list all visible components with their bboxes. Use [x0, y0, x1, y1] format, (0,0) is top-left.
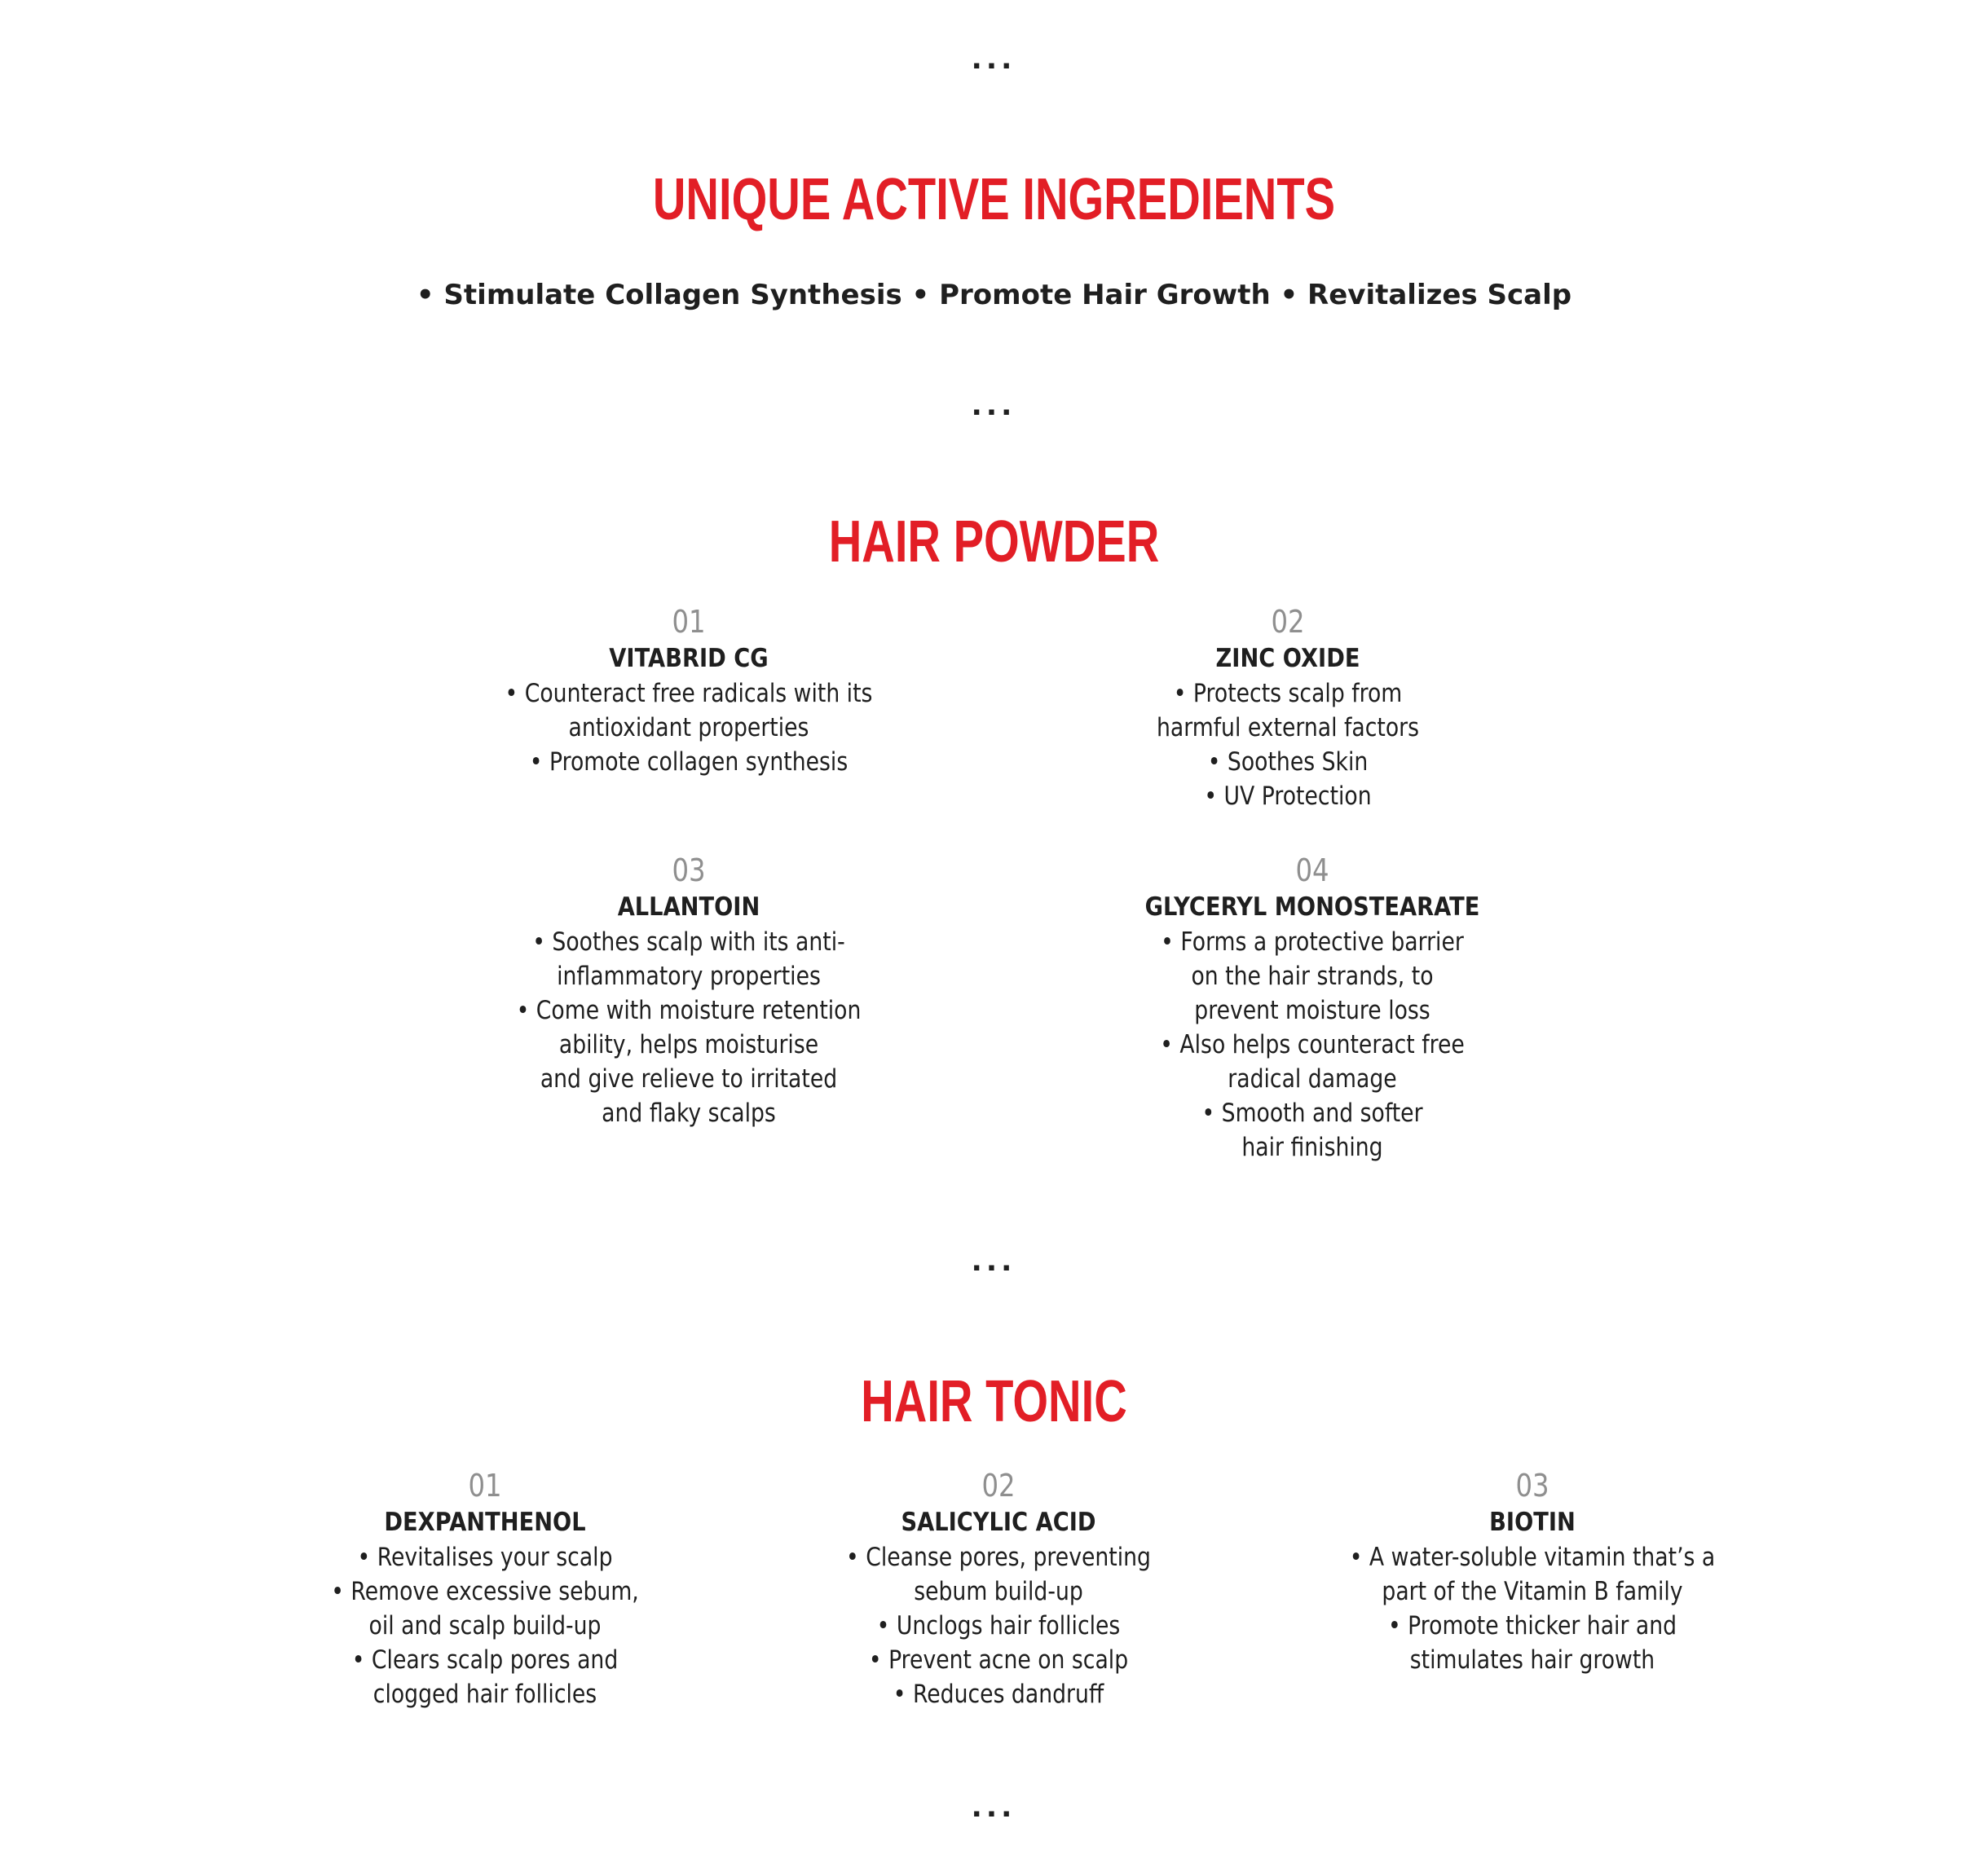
benefit-line: • Cleanse pores, preventing [846, 1543, 1151, 1572]
ingredient-name: ALLANTOIN [617, 892, 760, 922]
benefit-line: part of the Vitamin B family [1382, 1577, 1683, 1606]
benefit-line: oil and scalp build-up [368, 1611, 602, 1640]
ingredients-title: UNIQUE ACTIVE INGREDIENTS [652, 167, 1336, 232]
ingredient-name: GLYCERYL MONOSTEARATE [1144, 892, 1480, 922]
ingredient-name: BIOTIN [1489, 1508, 1576, 1537]
benefit-line: clogged hair follicles [372, 1680, 597, 1709]
benefit-line: sebum build-up [914, 1577, 1083, 1606]
tonic-item-2 [754, 1467, 1243, 1711]
item-number: 03 [672, 852, 706, 888]
benefit-line: • Protects scalp from [1173, 679, 1403, 708]
benefit-line: • Revitalises your scalp [357, 1543, 613, 1572]
divider-dots-bottom: ... [972, 1785, 1016, 1825]
benefit-line: and flaky scalps [602, 1099, 776, 1128]
benefit-line: • Soothes Skin [1207, 747, 1369, 777]
item-number: 02 [1271, 604, 1305, 640]
benefit-line: • Unclogs hair follicles [876, 1611, 1121, 1640]
benefit-line: • Remove excessive sebum, [331, 1577, 639, 1606]
benefit-line: and give relieve to irritated [540, 1064, 838, 1094]
item-number: 03 [1515, 1468, 1549, 1504]
benefit-line: • Promote collagen synthesis [529, 747, 849, 777]
benefit-line: inflammatory properties [557, 962, 821, 991]
benefit-line: • Soothes scalp with its anti- [532, 927, 845, 957]
powder-item-4 [1068, 852, 1557, 1165]
ingredient-benefits [1078, 676, 1498, 813]
benefit-line: stimulates hair growth [1409, 1645, 1655, 1675]
benefit-line: • Prevent acne on scalp [868, 1645, 1129, 1675]
benefit-line: • Forms a protective barrier [1161, 927, 1464, 957]
hair-powder-title: HAIR POWDER [828, 509, 1160, 575]
ingredients-tagline: • Stimulate Collagen Synthesis • Promote Hair Growth • Revitalizes Scalp [416, 279, 1572, 311]
benefit-line: • A water-soluble vitamin that’s a [1349, 1543, 1716, 1572]
ingredient-benefits [478, 925, 899, 1130]
powder-item-1 [444, 603, 933, 779]
benefit-line: • Come with moisture retention [516, 996, 862, 1025]
ingredient-benefits [275, 1540, 695, 1711]
ingredient-benefits [478, 676, 899, 779]
item-number: 01 [468, 1468, 502, 1504]
benefit-line: • Smooth and softer [1201, 1099, 1423, 1128]
item-number: 02 [981, 1468, 1016, 1504]
benefit-line: prevent moisture loss [1194, 996, 1430, 1025]
benefit-line: harmful external factors [1156, 713, 1420, 742]
benefit-line: antioxidant properties [568, 713, 809, 742]
ingredient-benefits [788, 1540, 1209, 1711]
tonic-item-1 [240, 1467, 730, 1711]
ingredient-benefits [1102, 925, 1523, 1165]
benefit-line: on the hair strands, to [1191, 962, 1434, 991]
item-number: 04 [1295, 852, 1329, 888]
hair-tonic-title: HAIR TONIC [861, 1369, 1127, 1434]
benefit-line: • Counteract free radicals with its [505, 679, 873, 708]
benefit-line: hair finishing [1241, 1133, 1383, 1162]
ingredient-name: DEXPANTHENOL [384, 1508, 586, 1537]
ingredient-name: ZINC OXIDE [1215, 644, 1360, 673]
divider-dots-3: ... [972, 1239, 1016, 1279]
divider-dots-2: ... [972, 383, 1016, 423]
benefit-line: • Also helps counteract free [1160, 1030, 1465, 1059]
benefit-line: • Promote thicker hair and [1387, 1611, 1677, 1640]
ingredient-benefits [1322, 1540, 1743, 1677]
benefit-line: radical damage [1228, 1064, 1397, 1094]
powder-item-2 [1043, 603, 1532, 813]
item-number: 01 [672, 604, 706, 640]
benefit-line: • Clears scalp pores and [351, 1645, 619, 1675]
benefit-line: ability, helps moisturise [558, 1030, 819, 1059]
divider-dots-top: ... [972, 37, 1016, 77]
benefit-line: • UV Protection [1204, 782, 1372, 811]
powder-item-3 [444, 852, 933, 1130]
ingredient-name: SALICYLIC ACID [901, 1508, 1096, 1537]
benefit-line: • Reduces dandruff [893, 1680, 1104, 1709]
ingredient-name: VITABRID CG [609, 644, 769, 673]
tonic-item-3 [1288, 1467, 1777, 1677]
